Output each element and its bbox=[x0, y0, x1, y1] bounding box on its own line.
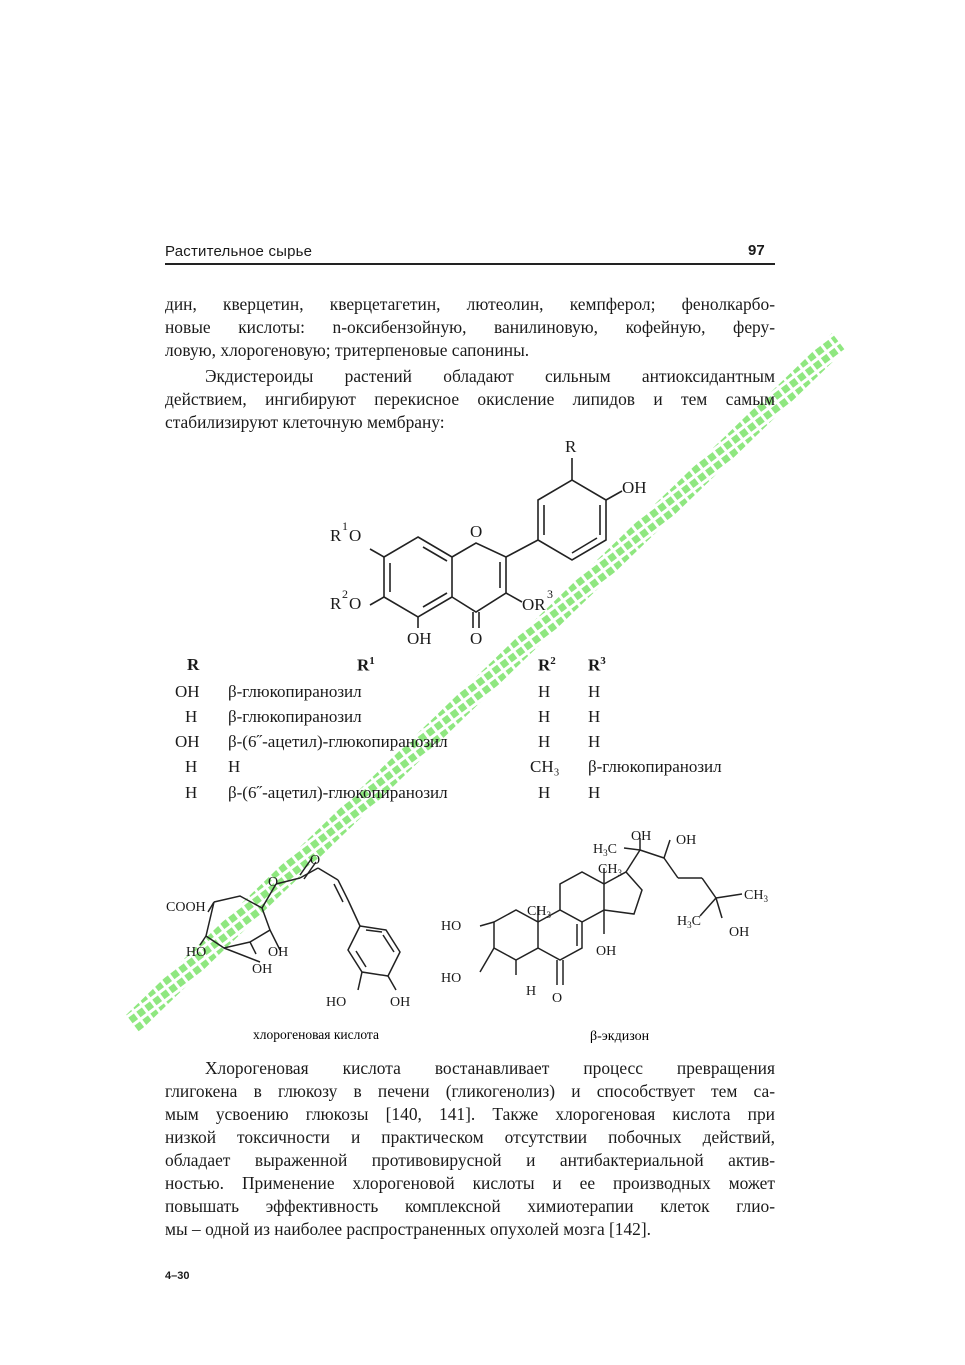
text-line: Хлорогеновая кислота востанавливает процесс превращения bbox=[205, 1058, 775, 1078]
label-O: O bbox=[349, 526, 362, 545]
cell-R2: H bbox=[538, 682, 551, 701]
label-sub: 3 bbox=[763, 894, 768, 904]
caption-ecdysone: β-экдизон bbox=[590, 1029, 650, 1044]
cell-R2: CH₃ bbox=[530, 757, 560, 776]
text-line: ностью. Применение хлорогеновой кислоты и ее производных может bbox=[165, 1173, 775, 1193]
label-sup2: 2 bbox=[342, 587, 348, 601]
label-OR3: OR bbox=[522, 595, 546, 614]
label-CH3 bbox=[598, 862, 622, 878]
ecdysone-structure bbox=[441, 829, 768, 1044]
cell-R3: H bbox=[588, 732, 601, 751]
label-H: H bbox=[526, 984, 537, 999]
col-header-sup: 1 bbox=[369, 655, 375, 667]
text-line: дин, кверцетин, кверцетагетин, лютеолин, кемпферол; фенолкарбо- bbox=[165, 294, 775, 314]
label-sub: 3 bbox=[687, 920, 692, 930]
cell-R1: β-глюкопиранозил bbox=[228, 707, 362, 726]
cell-R2: H bbox=[538, 783, 551, 802]
col-header-label: R bbox=[588, 655, 601, 675]
col-header-sup: 2 bbox=[550, 655, 556, 667]
cell-R: H bbox=[185, 707, 198, 726]
label-sup1: 1 bbox=[342, 519, 348, 533]
label-R2: R bbox=[330, 594, 342, 613]
label-OH: OH bbox=[631, 829, 652, 844]
label-R1: R bbox=[330, 526, 342, 545]
cell-R3: H bbox=[588, 707, 601, 726]
label-OH: OH bbox=[596, 944, 617, 959]
label-part: CH bbox=[598, 862, 618, 877]
label-part: H bbox=[677, 914, 688, 929]
cell-R1: β-(6˝-ацетил)-глюкопиранозил bbox=[228, 783, 448, 802]
label-H3C bbox=[593, 842, 617, 858]
label-O: O bbox=[310, 853, 321, 868]
label-H3C bbox=[677, 914, 701, 930]
label-sup3: 3 bbox=[547, 587, 553, 601]
label-CH3 bbox=[527, 904, 551, 920]
label-O: O bbox=[268, 875, 279, 890]
label-O: O bbox=[349, 594, 362, 613]
text-line: Экдистероиды растений обладают сильным антиоксидантным bbox=[205, 366, 775, 386]
label-part: CH bbox=[744, 888, 764, 903]
label-carbonyl-O: O bbox=[470, 629, 483, 648]
text-line: новые кислоты: n-оксибензойную, ванилиновую, кофейную, феру- bbox=[165, 317, 775, 337]
col-header-sup: 3 bbox=[600, 655, 606, 667]
label-part: C bbox=[607, 842, 617, 857]
label-OH: OH bbox=[252, 962, 273, 977]
cell-R1: β-(6˝-ацетил)-глюкопиранозил bbox=[228, 732, 448, 751]
text-line: глигокена в глюкозу в печени (гликогенолиз) и способствует тем са- bbox=[165, 1081, 775, 1101]
label-part: H bbox=[593, 842, 604, 857]
text-line: обладает выраженной противовирусной и антибактериальной актив- bbox=[165, 1150, 775, 1170]
label-HO: HO bbox=[186, 945, 207, 960]
cell-R3: β-глюкопиранозил bbox=[588, 757, 722, 776]
label-part: CH bbox=[527, 904, 547, 919]
cell-R2: H bbox=[538, 707, 551, 726]
label-HO: HO bbox=[326, 995, 347, 1010]
label-sub: 3 bbox=[603, 848, 608, 858]
label-OH: OH bbox=[407, 629, 432, 648]
paragraph-chlorogenic bbox=[165, 1057, 775, 1241]
page-number: 97 bbox=[748, 242, 765, 259]
col-header-R: R bbox=[187, 655, 200, 674]
cell-R: H bbox=[185, 783, 198, 802]
col-header-label: R bbox=[357, 655, 370, 675]
label-sub: 3 bbox=[617, 868, 622, 878]
text-line: мым усвоению глюкозы [140, 141]. Также хлорогеновая кислота при bbox=[165, 1104, 775, 1124]
label-OH: OH bbox=[729, 925, 750, 940]
text-line: ловую, хлорогеновую; тритерпеновые сапонины. bbox=[165, 340, 530, 360]
cell-R: OH bbox=[175, 732, 200, 751]
cell-R3: H bbox=[588, 682, 601, 701]
label-O: O bbox=[552, 991, 563, 1006]
text-line: повышать эффективность комплексной химиотерапии клеток глио- bbox=[165, 1196, 775, 1216]
cell-R: H bbox=[185, 757, 198, 776]
label-OH: OH bbox=[390, 995, 411, 1010]
label-CH3 bbox=[744, 888, 768, 904]
text-line: действием, ингибируют перекисное окисление липидов и тем самым bbox=[165, 389, 775, 409]
text-line: низкой токсичности и практическом отсутствии побочных действий, bbox=[165, 1127, 775, 1147]
label-ring-O: O bbox=[470, 522, 483, 541]
cell-R1: β-глюкопиранозил bbox=[228, 682, 362, 701]
cell-R2: H bbox=[538, 732, 551, 751]
cell-R1: H bbox=[228, 757, 241, 776]
running-header-title: Растительное сырье bbox=[165, 243, 313, 260]
label-OH: OH bbox=[676, 833, 697, 848]
label-OH: OH bbox=[268, 945, 289, 960]
col-header-label: R bbox=[538, 655, 551, 675]
text-line: мы – одной из наиболее распространенных опухолей мозга [142]. bbox=[165, 1219, 652, 1239]
chlorogenic-acid-structure bbox=[166, 853, 410, 1042]
caption-chlorogenic: хлорогеновая кислота bbox=[253, 1027, 379, 1042]
text-line: стабилизируют клеточную мембрану: bbox=[165, 412, 445, 432]
label-sub: 3 bbox=[546, 910, 551, 920]
label-part: C bbox=[691, 914, 701, 929]
label-OH: OH bbox=[622, 478, 647, 497]
label-COOH: COOH bbox=[166, 900, 206, 915]
signature-mark: 4–30 bbox=[165, 1270, 190, 1282]
cell-R3: H bbox=[588, 783, 601, 802]
label-R: R bbox=[565, 437, 577, 456]
cell-R: OH bbox=[175, 682, 200, 701]
label-HO: HO bbox=[441, 971, 462, 986]
label-HO: HO bbox=[441, 919, 462, 934]
